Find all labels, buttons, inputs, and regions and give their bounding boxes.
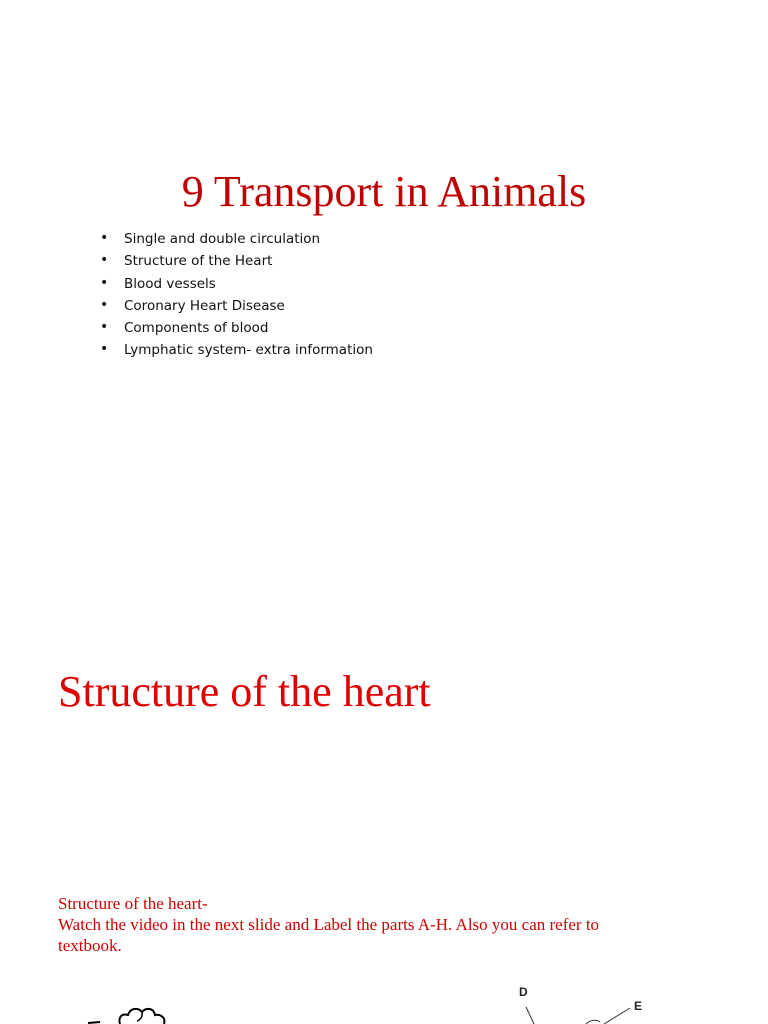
instruction-line-2: Watch the video in the next slide and Label the parts A-H. Also you can refer to bbox=[58, 915, 600, 934]
instruction-line-1: Structure of the heart- bbox=[58, 894, 208, 913]
diagram-label-e: E bbox=[634, 999, 643, 1013]
bullet-icon: • bbox=[100, 230, 109, 246]
list-item bbox=[100, 273, 373, 295]
bullet-icon: • bbox=[100, 341, 109, 358]
diagram-label-d: D bbox=[519, 985, 528, 999]
bullet-icon: • bbox=[100, 274, 109, 291]
topic-list bbox=[100, 228, 373, 362]
instruction-line-3: textbook. bbox=[58, 936, 122, 955]
instruction-text bbox=[58, 893, 738, 956]
slide-title: 9 Transport in Animals bbox=[181, 167, 587, 216]
topic-label: Blood vessels bbox=[124, 275, 216, 292]
list-item bbox=[100, 295, 373, 317]
section-heading: Structure of the heart bbox=[58, 667, 431, 716]
diagram-pointer-lines bbox=[500, 995, 643, 1024]
topic-label: Lymphatic system- extra information bbox=[124, 342, 373, 359]
heart-diagram-sketch bbox=[80, 995, 190, 1024]
list-item bbox=[100, 339, 373, 361]
topic-label: Single and double circulation bbox=[124, 231, 321, 247]
topic-label: Components of blood bbox=[124, 320, 269, 337]
bullet-icon: • bbox=[100, 319, 109, 336]
topic-label: Coronary Heart Disease bbox=[124, 297, 285, 314]
bullet-icon: • bbox=[100, 296, 109, 313]
list-item bbox=[100, 228, 373, 250]
topic-label: Structure of the Heart bbox=[124, 253, 273, 270]
bullet-icon: • bbox=[100, 252, 109, 269]
list-item bbox=[100, 317, 373, 339]
list-item bbox=[100, 250, 373, 272]
